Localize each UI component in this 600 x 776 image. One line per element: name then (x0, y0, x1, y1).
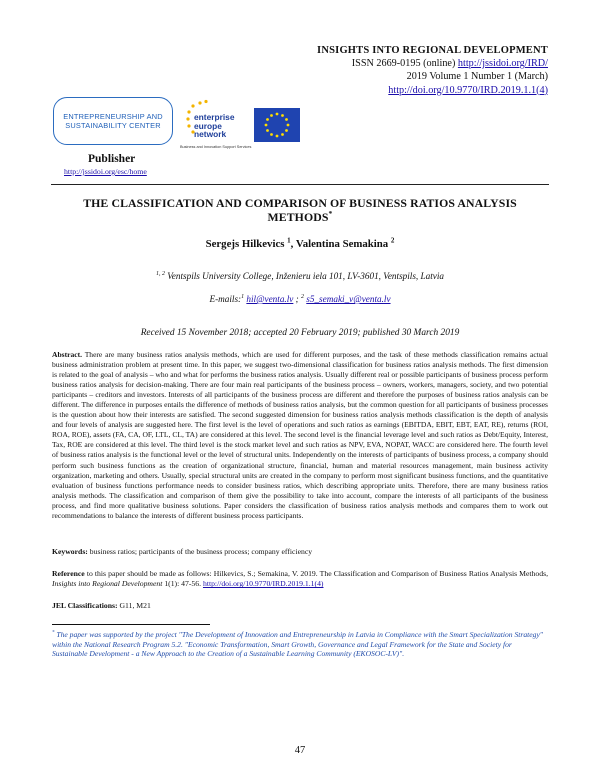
esc-logo (53, 97, 173, 145)
email-2-link[interactable]: s5_semaki_v@venta.lv (306, 294, 391, 304)
emails (0, 294, 600, 304)
abstract (52, 350, 548, 521)
journal-issn (317, 57, 548, 70)
reference-label: Reference (52, 569, 85, 578)
esc-logo-line1: ENTREPRENEURSHIP AND (63, 112, 163, 121)
authors (0, 238, 600, 250)
reference-journal: Insights into Regional Development (52, 579, 163, 589)
title-line2: METHODS (267, 210, 329, 225)
eu-stars-icon (254, 108, 300, 142)
jel-codes: G11, M21 (119, 601, 151, 610)
page-number: 47 (294, 745, 306, 756)
author-1-sup: 1 (287, 236, 291, 245)
affiliation-text: Ventspils University College, Inženieru iela 101, LV-3601, Ventspils, Latvia (167, 271, 445, 281)
title-line1: THE CLASSIFICATION AND COMPARISON OF BUSINESS RATIOS ANALYSIS (83, 196, 517, 210)
journal-doi-link[interactable]: http://doi.org/10.9770/IRD.2019.1.1(4) (388, 84, 548, 96)
emails-label: E-mails: (209, 294, 242, 304)
reference (52, 569, 548, 589)
een-line1: enterprise (194, 112, 235, 122)
issn-link[interactable]: http://jssidoi.org/IRD/ (457, 58, 548, 70)
title-footnote-mark[interactable]: * (328, 209, 333, 219)
affiliation (0, 271, 600, 281)
abstract-label: Abstract. (52, 350, 82, 359)
footnote-mark: * (52, 630, 55, 636)
keywords-text: business ratios; participants of the business process; company efficiency (89, 547, 313, 556)
received-dates: Received 15 November 2018; accepted 20 February 2019; published 30 March 2019 (140, 328, 460, 338)
publisher-label: Publisher (88, 153, 136, 165)
author-2: Valentina Semakina (295, 238, 389, 250)
journal-issue: 2019 Volume 1 Number 1 (March) (406, 71, 548, 83)
affiliation-sup: 1, 2 (155, 270, 165, 277)
footnote-divider (52, 624, 210, 625)
een-line2: europe (194, 120, 222, 131)
een-line3: network (194, 129, 227, 140)
email-2-sup: 2 (301, 293, 304, 300)
author-1: Sergejs Hilkevics (205, 238, 285, 250)
reference-doi-link[interactable]: http://doi.org/10.9770/IRD.2019.1.1(4) (202, 579, 324, 589)
author-separator: , (290, 238, 296, 250)
email-separator: ; (293, 294, 299, 304)
reference-tail: 1(1): 47-56. (164, 579, 202, 589)
publisher-link[interactable]: http://jssidoi.org/esc/home (64, 167, 147, 176)
header-divider (51, 184, 549, 185)
footnote (52, 630, 548, 659)
journal-name: INSIGHTS INTO REGIONAL DEVELOPMENT (317, 45, 548, 56)
footnote-text: The paper was supported by the project "The Development of Innovation and Entrepreneurship in Latvia in Compliance with the Smart Specialization Strategy" within the National Research Program 5.2. "Economic Transformation, Smart Growth, Governance and Legal Framework for the State and Society for Sustainable Development - a New Approach to the Creation of a Sustainable Learning Community (EKOSOC-LV)". (52, 630, 543, 659)
journal-header (317, 44, 548, 97)
abstract-text: There are many business ratios analysis methods, which are used for different purposes, and the task of these methods classification remains actual business administration problem at present time. In this paper, we suggest two-dimensional classification for business ratios analysis methods. The first dimension is related to the goal of analysis – who and what for performs the business ratios analysis. Usually different real or possible participants of business process perform business ratios analysis for decision-making. There are four main real participants of the business process – owners, workers, managers, society, and two potential participants – creditors and investors. Interests of all participants of the business process are different and therefore the purposes of business ratios analysis can be different. The difference in purposes entails the difference of methods of business ratios analysis, but the common question for all participants of business processes is the question about how their interests are satisfied. The second suggested dimension for business ratios analysis methods classification is the depth of analysis and four levels of analysis are suggested here. The first level is the level of operations and such ratios as earnings (EBITDA, EBIT, EBT, EAT, RE), returns (ROI, ROA, ROE), assets (FA, CA, OF, LTL, CL, TA) are considered at this level. The second level is the financial leverage level and such ratios as Debt/Equity, Interest, Tax, ROE are considered at this level. The third level is the stock market level and such ratios as NPV, EVA, NOPAT, WACC are considered here. The fourth level of business ratios analysis is the functional level or the level of structural units. Independently on the interests of participants of business process, a company should perform such business functions as the creation of organizational structure, financial, human and material resources management, main business activity organization, marketing and others. Usually, special structural units are created in the company to perform most significant business functions, and the quantitative evaluation of business functions performance needs to consider business ratios, which describing appropriate units. Therefore, there are many business ratios analysis methods. The classification and comparison of them give the possibility to take into account, compare the interests of all participants of the business process, and find more qualitative business solutions. Paper considers the classification of business ratios analysis methods and compares them to work out recommendations to balance the interests of different business process participants. (52, 350, 548, 520)
keywords-label: Keywords: (52, 547, 88, 556)
jel-classifications (52, 601, 151, 610)
een-logo (180, 99, 252, 155)
email-1-sup: 1 (241, 293, 245, 300)
een-subtitle: Business and Innovation Support Services (180, 145, 252, 149)
author-2-sup: 2 (390, 236, 395, 245)
reference-text: to this paper should be made as follows: Hilkevics, S.; Semakina, V. 2019. The Classification and Comparison of Business Ratios Analysis Methods, (86, 569, 548, 578)
jel-label: JEL Classifications: (52, 601, 118, 610)
esc-logo-line2: SUSTAINABILITY CENTER (65, 121, 161, 130)
issn-text: ISSN 2669-0195 (online) (351, 58, 456, 70)
paper-title (60, 196, 540, 225)
eu-flag-icon (254, 108, 300, 142)
keywords (52, 547, 548, 556)
email-1-link[interactable]: hil@venta.lv (246, 294, 294, 304)
